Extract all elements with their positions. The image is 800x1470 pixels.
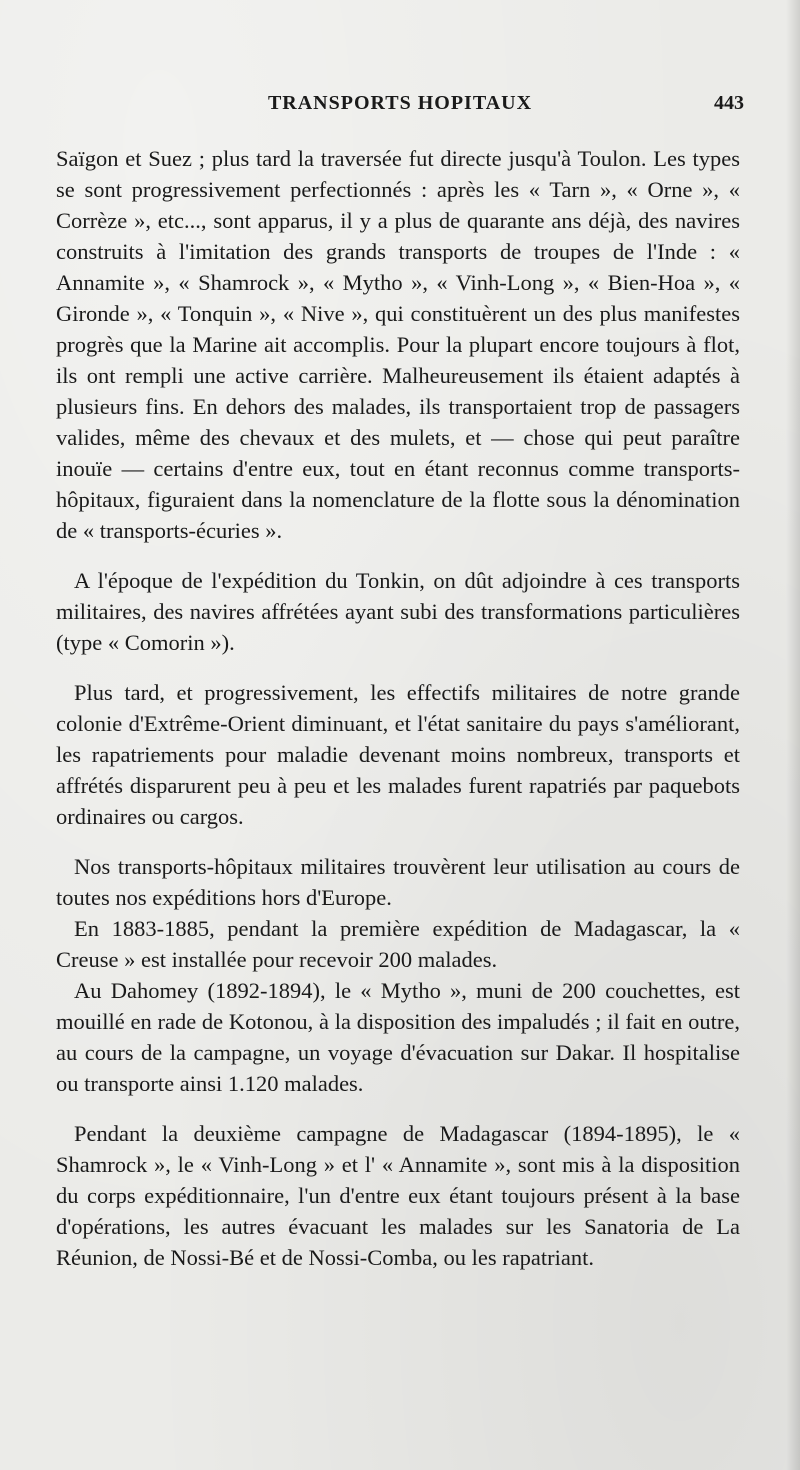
- page-number: 443: [714, 92, 744, 114]
- paragraph-3: Plus tard, et progressivement, les effectifs militaires de notre grande colonie d'Extrême-Orient diminuant, et l'état sanitaire du pays s'améliorant, les rapatriements pour maladie devenant moins nombreux, transports et affrétés disparurent peu à peu et les malades furent rapatriés par paquebots ordinaires ou cargos.: [56, 680, 740, 829]
- page-edge-shadow: [786, 0, 800, 1470]
- body-text: [56, 143, 740, 1273]
- page-header: [56, 92, 744, 122]
- paragraph-7: Pendant la deuxième campagne de Madagascar (1894-1895), le « Shamrock », le « Vinh-Long » et l' « Annamite », sont mis à la disposition du corps expéditionnaire, l'un d'entre eux étant toujours présent à la base d'opérations, les autres évacuant les malades sur les Sanatoria de La Réunion, de Nossi-Bé et de Nossi-Comba, ou les rapatriant.: [56, 1121, 740, 1270]
- paragraph-4: Nos transports-hôpitaux militaires trouvèrent leur utilisation au cours de toutes nos expéditions hors d'Europe.: [56, 854, 740, 910]
- paragraph-5: En 1883-1885, pendant la première expédition de Madagascar, la « Creuse » est installée pour recevoir 200 malades.: [56, 916, 740, 972]
- paragraph-2: A l'époque de l'expédition du Tonkin, on dût adjoindre à ces transports militaires, des navires affrétées ayant subi des transformations particulières (type « Comorin »).: [56, 568, 740, 655]
- paragraph-6: Au Dahomey (1892-1894), le « Mytho », muni de 200 couchettes, est mouillé en rade de Kotonou, à la disposition des impaludés ; il fait en outre, au cours de la campagne, un voyage d'évacuation sur Dakar. Il hospitalise ou transporte ainsi 1.120 malades.: [56, 978, 740, 1096]
- running-title: TRANSPORTS HOPITAUX: [267, 92, 533, 114]
- paragraph-1: Saïgon et Suez ; plus tard la traversée fut directe jusqu'à Toulon. Les types se sont progressivement perfectionnés : après les « Tarn », « Orne », « Corrèze », etc..., sont apparus, il y a plus de quarante ans déjà, des navires construits à l'imitation des grands transports de troupes de l'Inde : « Annamite », « Shamrock », « Mytho », « Vinh-Long », « Bien-Hoa », « Gironde », « Tonquin », « Nive », qui constituèrent un des plus manifestes progrès que la Marine ait accomplis. Pour la plupart encore toujours à flot, ils ont rempli une active carrière. Malheureusement ils étaient adaptés à plusieurs fins. En dehors des malades, ils transportaient trop de passagers valides, même des chevaux et des mulets, et — chose qui peut paraître inouïe — certains d'entre eux, tout en étant reconnus comme transports-hôpitaux, figuraient dans la nomenclature de la flotte sous la dénomination de « transports-écuries ».: [56, 146, 740, 543]
